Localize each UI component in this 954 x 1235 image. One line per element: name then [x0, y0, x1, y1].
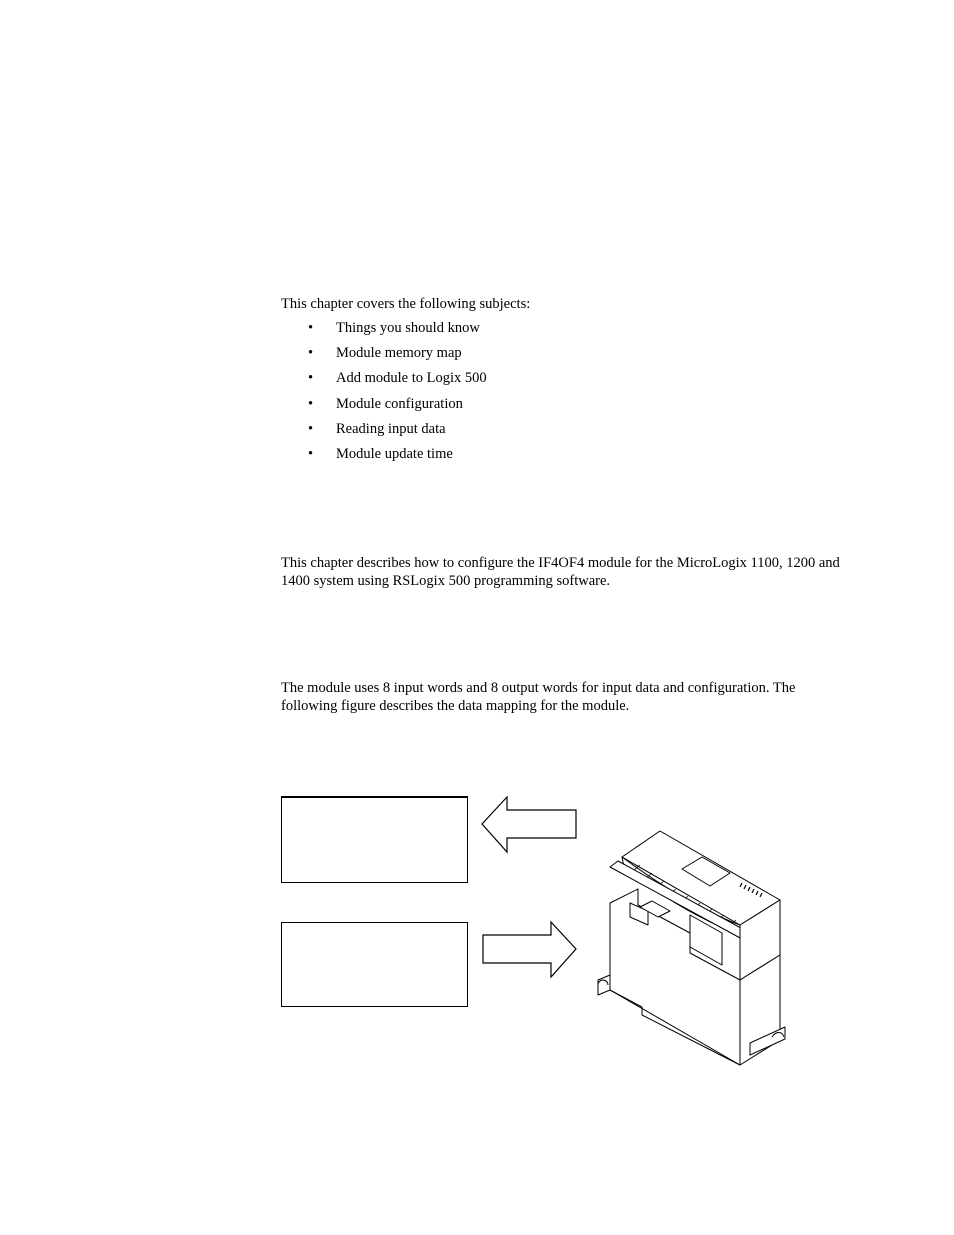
configuration-paragraph: This chapter describes how to configure the IF4OF4 module for the MicroLogix 1100, 1200 and 1400 system using RSLogix 500 programming software.	[281, 555, 840, 589]
memory-map-paragraph: The module uses 8 input words and 8 output words for input data and configuration. The following figure describes the data mapping for the module.	[281, 680, 796, 714]
input-data-box	[281, 796, 468, 883]
right-arrow-icon	[480, 920, 580, 982]
list-item-label: Reading input data	[336, 420, 446, 437]
bullet-icon: •	[308, 345, 314, 362]
left-arrow-icon	[480, 795, 580, 857]
list-item-label: Add module to Logix 500	[336, 370, 487, 387]
output-data-box	[281, 922, 468, 1007]
list-item-label: Things you should know	[336, 320, 480, 336]
list-item-label: Module configuration	[336, 395, 463, 412]
list-item-label: Module memory map	[336, 345, 462, 362]
list-item	[308, 420, 487, 445]
bullet-icon: •	[308, 320, 314, 336]
list-item	[308, 319, 487, 344]
bullet-icon: •	[308, 420, 314, 437]
intro-text: This chapter covers the following subjects:	[281, 296, 531, 312]
bullet-icon: •	[308, 445, 314, 462]
list-item	[308, 395, 487, 420]
module-illustration	[590, 825, 800, 1070]
list-item-label: Module update time	[336, 445, 453, 462]
list-item	[308, 369, 487, 394]
list-item	[308, 445, 487, 470]
bullet-icon: •	[308, 370, 314, 387]
bullet-icon: •	[308, 395, 314, 412]
subject-list	[308, 319, 487, 470]
list-item	[308, 344, 487, 369]
